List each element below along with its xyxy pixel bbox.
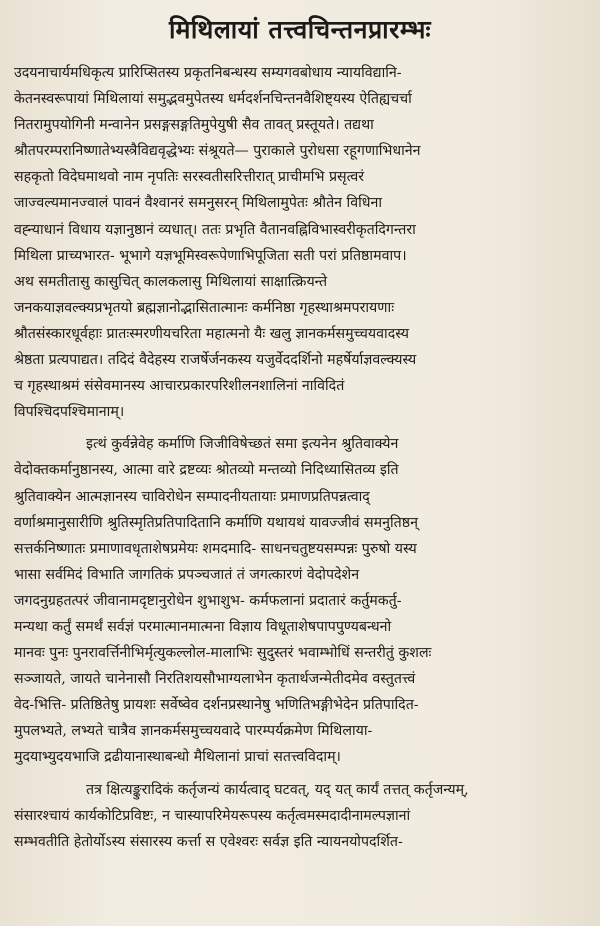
text-line: श्रुतिवाक्येन आत्मज्ञानस्य चाविरोधेन सम्पादनीयतायाः प्रमाणप्रतिपन्नत्वाद् [14, 488, 370, 505]
text-line: वेद-भित्ति- प्रतिष्ठितेषु प्रायशः सर्वेष्वेव दर्शनप्रस्थानेषु भणितिभङ्गीभेदेन प्रतिपादित- [14, 697, 419, 714]
text-line: मिथिला प्राच्यभारत- भूभागे यज्ञभूमिस्वरूपेणाभिपूजिता सती परां प्रतिष्ठामवाप। [14, 247, 407, 264]
text-line: च गृहस्थाश्रमं संसेवमानस्य आचारप्रकारपरिशीलनशालिनां नाविदितं [14, 378, 345, 395]
page-title: मिथिलायां तत्त्वचिन्तनप्रारम्भः [168, 15, 431, 44]
text-line: श्रेष्ठता प्रत्यपाद्यत। तदिदं वैदेहस्य राजर्षेर्जनकस्य यजुर्वेददर्शिनो महर्षेर्याज्ञवल्क्यस्य [14, 352, 417, 369]
text-line: जाज्वल्यमानज्वालं पावनं वैश्वानरं समनुसरन् मिथिलामुपेतः श्रौतेन विधिना [14, 195, 383, 212]
text-line: सत्तर्कनिष्णातः प्रमाणावधृताशेषप्रमेयः शमदमादि- साधनचतुष्टयसम्पन्नः पुरुषो यस्य [14, 540, 417, 557]
text-line: इत्थं कुर्वन्नेवेह कर्माणि जिजीविषेच्छतं समा इत्यनेन श्रुतिवाक्येन [86, 436, 399, 453]
text-line: श्रौतपरम्परानिष्णातेभ्यस्त्रैविद्यवृद्धेभ्यः संश्रूयते— पुराकाले पुरोधसा रहूगणाभिधानेन [14, 143, 421, 160]
text-line: केतनस्वरूपायां मिथिलायां समुद्भवमुपेतस्य धर्मदर्शनचिन्तनवैशिष्ट्यस्य ऐतिह्यचर्चा [14, 91, 412, 108]
text-line: नितरामुपयोगिनी मन्वानेन प्रसङ्गसङ्गतिमुपेयुषी सैव तावत् प्रस्तूयते। तद्यथा [14, 117, 374, 134]
text-line: सम्भवतीति हेतोर्योऽस्य संसारस्य कर्त्ता स एवेश्वरः सर्वज्ञ इति न्यायनयोपदर्शित- [14, 833, 403, 850]
paragraph [14, 777, 586, 855]
text-line: उदयनाचार्यमधिकृत्य प्रारिप्सितस्य प्रकृतनिबन्धस्य सम्यगवबोधाय न्यायविद्यानि- [14, 65, 402, 81]
text-line: मानवः पुनः पुनरावर्त्तिनीभिर्मृत्युकल्लोल-मालाभिः सुदुस्तरं भवाम्भोधिं सन्तरीतुं कुशलः [14, 645, 432, 662]
paragraph [14, 431, 586, 770]
text-line: भासा सर्वमिदं विभाति जागतिकं प्रपञ्चजातं तं जगत्कारणं वेदोपदेशेन [14, 566, 360, 583]
text-line: मुपलभ्यते, लभ्यते चात्रैव ज्ञानकर्मसमुच्चयवादे पारम्पर्यक्रमेण मिथिलाया- [14, 723, 373, 740]
text-line: जगदनुग्रहतत्परं जीवानामदृष्टानुरोधेन शुभाशुभ- कर्मफलानां प्रदातारं कर्तुमकर्तु- [14, 592, 402, 609]
text-line: मुदयाभ्युदयभाजि द्रढीयानास्थाबन्धो मैथिलानां प्राचां सतत्त्वविदाम्। [14, 749, 341, 766]
text-line: अथ समतीतासु कासुचित् कालकलासु मिथिलायां साक्षात्क्रियन्ते [14, 273, 328, 290]
text-line: सञ्जायते, जायते चानेनासौ निरतिशयसौभाग्यलाभेन कृतार्थजन्मेतीदमेव वस्तुतत्त्वं [14, 671, 416, 688]
text-line: संसारश्चायं कार्यकोटिप्रविष्टः, न चास्यापरिमेयरूपस्य कर्तृत्वमस्मदादीनामल्पज्ञानां [14, 807, 411, 824]
text-line: मन्यथा कर्तुं समर्थं सर्वज्ञं परमात्मानमात्मना विज्ञाय विधूताशेषपापपुण्यबन्धनो [14, 618, 392, 635]
paragraph [14, 60, 586, 425]
document-body [14, 60, 586, 855]
text-line: श्रौतसंस्कारधूर्वहाः प्रातःस्मरणीयचरिता महात्मनो यैः खलु ज्ञानकर्मसमुच्चयवादस्य [14, 325, 410, 342]
text-line: सहकृतो विदेघमाथवो नाम नृपतिः सरस्वतीसरित्तीरात् प्राचीमभि प्रसृत्वरं [14, 169, 365, 186]
text-line: तत्र क्षित्यङ्कुरादिकं कर्तृजन्यं कार्यत्वाद् घटवत्, यद् यत् कार्यं तत्तत् कर्तृजन्यम्, [86, 781, 469, 798]
text-line: वर्णाश्रमानुसारीणि श्रुतिस्मृतिप्रतिपादितानि कर्माणि यथायथं यावज्जीवं समनुतिष्ठन् [14, 514, 418, 531]
text-line: वह्न्याधानं विधाय यज्ञानुष्ठानं व्यधात्। ततः प्रभृति वैतानवह्निविभास्वरीकृतदिगन्तरा [14, 221, 416, 238]
text-line: वेदोक्तकर्मानुष्ठानस्य, आत्मा वारे द्रष्टव्यः श्रोतव्यो मन्तव्यो निदिध्यासितव्य इति [14, 462, 399, 479]
text-line: विपश्चिदपश्चिमानाम्। [14, 404, 125, 421]
text-line: जनकयाज्ञवल्क्यप्रभृतयो ब्रह्मज्ञानोद्भासितात्मानः कर्मनिष्ठा गृहस्थाश्रमपरायणाः [14, 299, 395, 316]
